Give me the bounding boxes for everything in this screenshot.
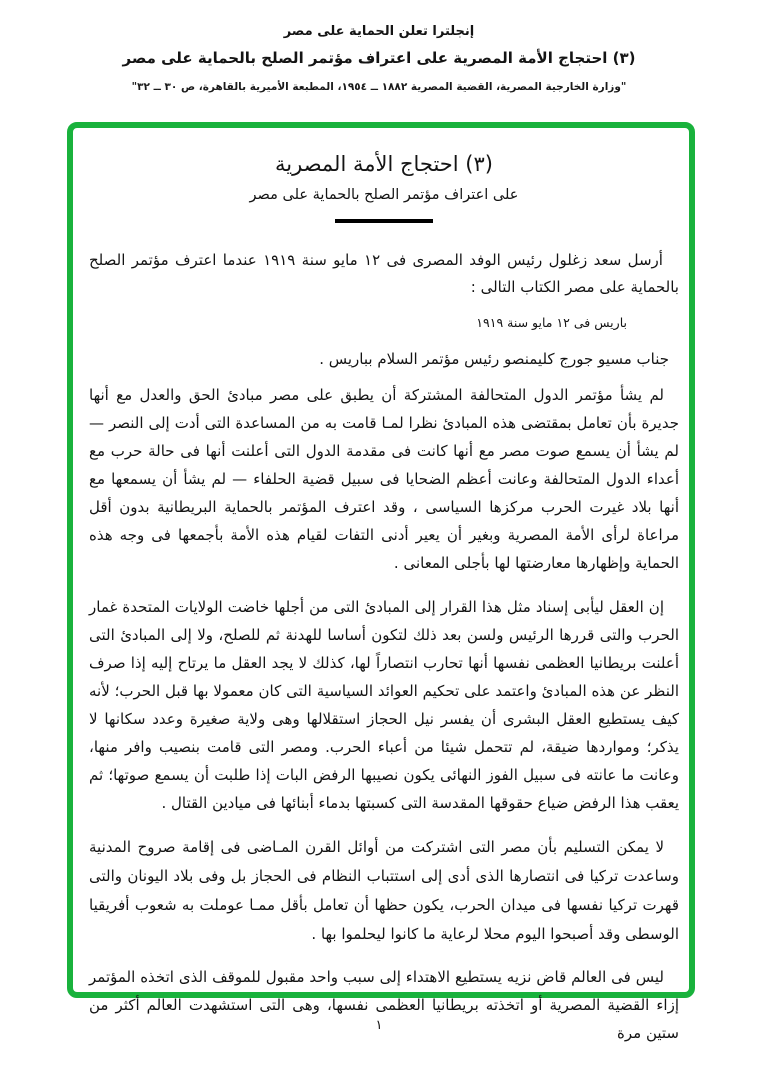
title-divider: [335, 219, 433, 223]
header-running-title: إنجلترا تعلن الحماية على مصر: [283, 24, 475, 39]
intro-paragraph: أرسل سعد زغلول رئيس الوفد المصرى فى ١٢ مايو سنة ١٩١٩ عندما اعترف مؤتمر الصلح بالحماية على مصر الكتاب التالى :: [89, 251, 679, 296]
dateline: باريس فى ١٢ مايو سنة ١٩١٩: [476, 315, 627, 330]
header-source-citation: "وزارة الخارجية المصرية، القضية المصرية ١٨٨٢ ــ ١٩٥٤، المطبعة الأميرية بالقاهرة، ص ٣٠ ــ ٣٢": [131, 81, 627, 93]
page-header: [0, 24, 758, 93]
document-frame: [67, 122, 695, 1042]
body-paragraph: لم يشأ مؤتمر الدول المتحالفة المشتركة أن يطبق على مصر مبادئ الحق والعدل مع أنها جديرة بأن تعامل بمقتضى هذه المبادئ نظرا لمـا قامت به من المساعدة التى أدت إلى النصر — لم يشأ أن يسمع صوت مصر مع أنها كانت فى مقدمة الدول التى أعلنت أنها فى حالة حرب مع أعداء الدول المتحالفة وعانت أعظم الضحايا فى سبيل قضية الحلفاء — لم يشأ أن يسمعها مع أنها بلاد غيرت الحرب مركزها السياسى ، وقد اعترف المؤتمر بالحماية البريطانية بدون أقل مراعاة لرأى الأمة المصرية وبغير أن يعير أدنى التفات لقيام هذه الأمة بأجمعها فى وجه هذه الحماية وإظهارها معارضتها لها بأجلى المعانى .: [89, 386, 679, 572]
salutation-line: جناب مسيو جورج كليمنصو رئيس مؤتمر السلام بباريس .: [319, 350, 669, 368]
body-paragraph: لا يمكن التسليم بأن مصر التى اشتركت من أوائل القرن المـاضى فى إقامة صروح المدنية وساعدت تركيا فى انتصارها الذى أدى إلى استتباب النظام فى الحجاز بل وفى بلاد اليونان والتى قهرت تركيا نفسها فى ميدان الحرب، يكون حظها أن تعامل بأقل ممـا عوملت به شعوب أفريقيا الوسطى وقد أصبحوا اليوم محلا لرعاية ما كانوا ليحلموا بها .: [89, 838, 679, 943]
document-title: (٣) احتجاج الأمة المصرية: [275, 152, 493, 176]
body-paragraph: ليس فى العالم قاض نزيه يستطيع الاهتداء إلى سبب واحد مقبول للموقف الذى اتخذه المؤتمر إزاء القضية المصرية أو اتخذته بريطانيا العظمى نفسها، وهى التى استشهدت العالم أكثر من ستين مرة: [89, 968, 679, 1042]
header-section-title: (٣) احتجاج الأمة المصرية على اعتراف مؤتمر الصلح بالحماية على مصر: [122, 49, 636, 67]
page-number: ١: [375, 1018, 383, 1033]
document-subtitle: على اعتراف مؤتمر الصلح بالحماية على مصر: [249, 187, 519, 203]
body-paragraph: إن العقل ليأبى إسناد مثل هذا القرار إلى المبادئ التى من أجلها خاضت الولايات المتحدة غمار الحرب والتى قررها الرئيس ولسن بعد ذلك لتكون أساسا للهدنة ثم للصلح، ولا إلى المبادئ التى أعلنت بريطانيا العظمى نفسها أنها تحارب انتصاراً لها، كذلك لا يجد العقل ما يرتاح إليه إذا صرف النظر عن هذه المبادئ واعتمد على تحكيم العوائد السياسية التى كان معمولا بها قبل الحرب؛ لأنه كيف يستطيع العقل البشرى أن يفسر نيل الحجاز استقلالها وهى ولاية صغيرة وعدد سكانها لا يذكر؛ ومواردها ضيقة، لم تتحمل شيئا من أعباء الحرب. ومصر التى قامت بنصيب وافر منها، وعانت ما عانته فى سبيل الفوز النهائى يكون نصيبها الرفض البات إذا طلبت أن يسمع صوتها؛ ثم يعقب هذا الرفض ضياع حقوقها المقدسة التى كسبتها بدماء أبنائها فى ميادين القتال .: [89, 598, 679, 812]
